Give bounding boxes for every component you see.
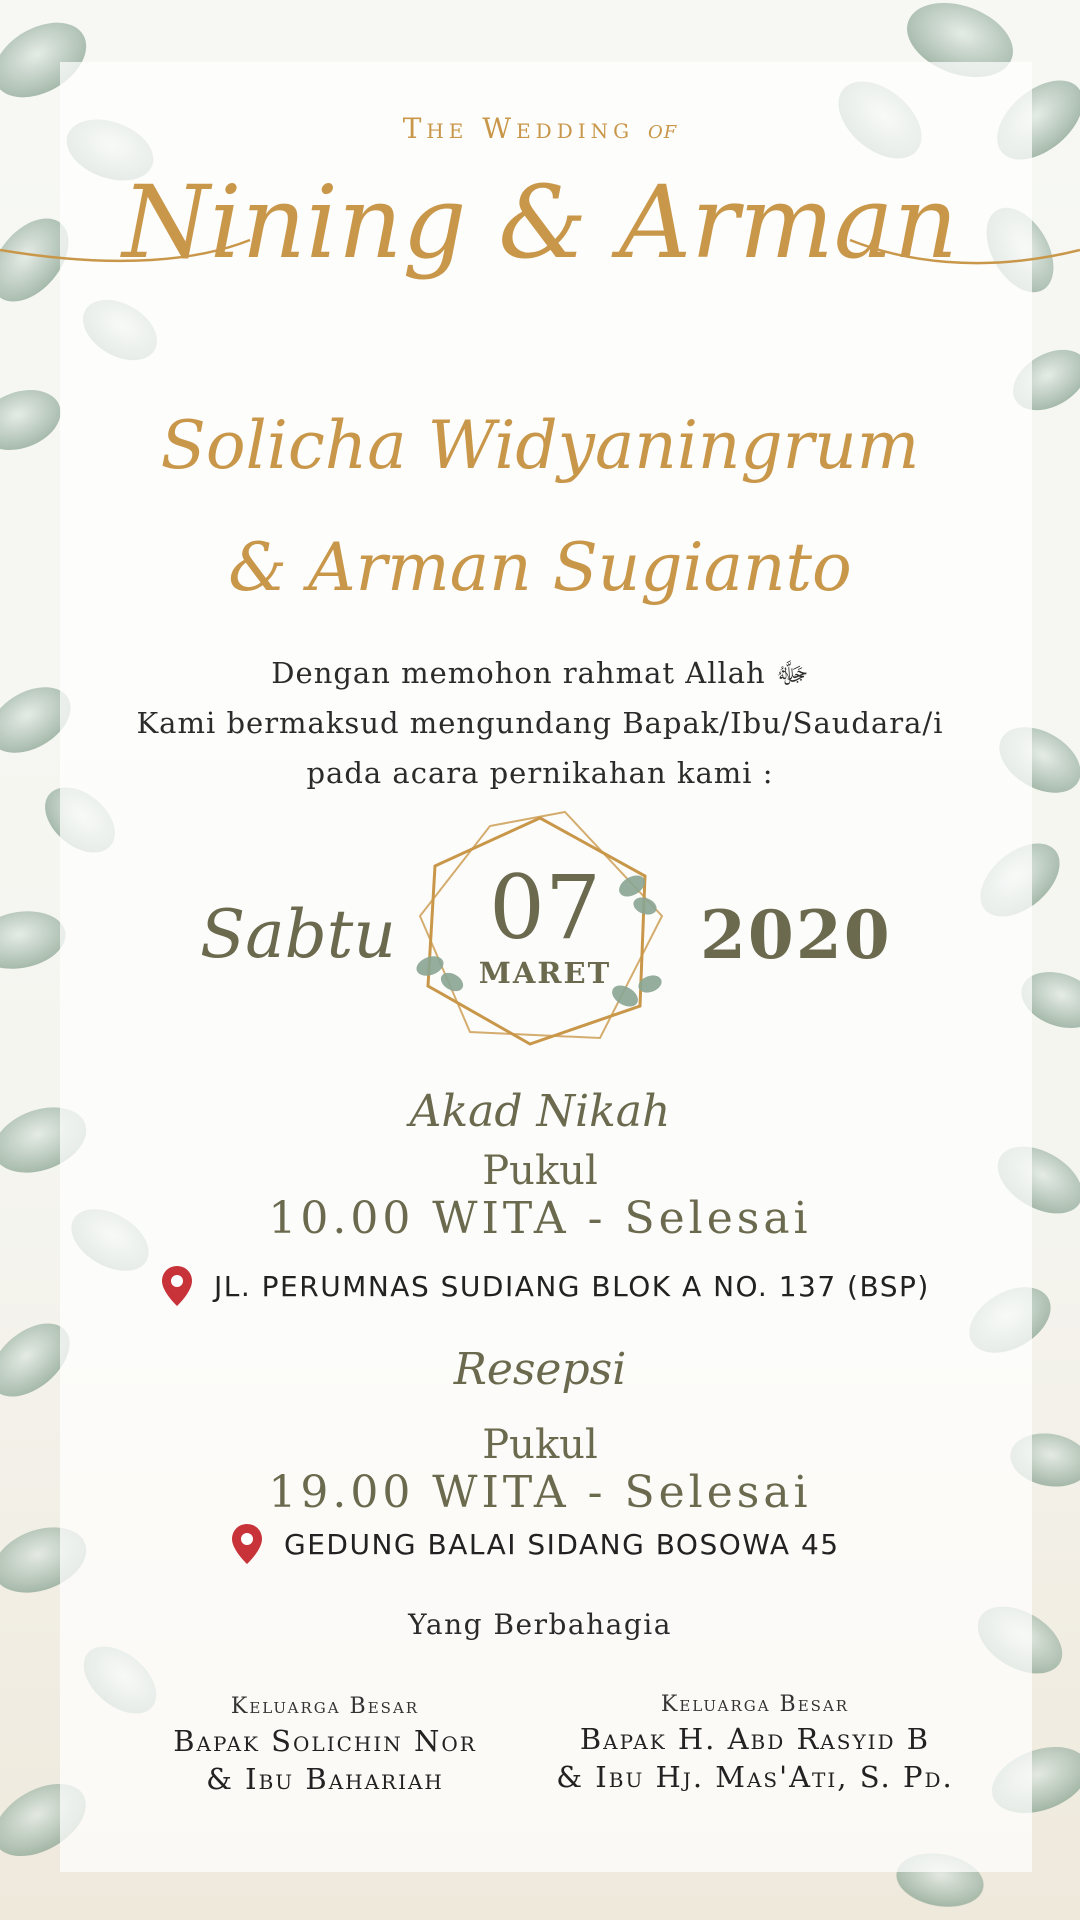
akad-title: Akad Nikah	[409, 1086, 671, 1137]
closing-text: Yang Berbahagia	[408, 1608, 672, 1641]
family-name-line1: Bapak Solichin Nor	[173, 1724, 477, 1758]
family-label: Keluarga Besar	[660, 1692, 850, 1717]
resepsi-time: 19.00 WITA - Selesai	[268, 1467, 812, 1518]
bride-full-name: Solicha Widyaningrum	[160, 407, 920, 484]
intro-line-2: Kami bermaksud mengundang Bapak/Ibu/Saudara/i	[136, 706, 944, 740]
date-day-number: 07	[489, 856, 601, 959]
akad-time: 10.00 WITA - Selesai	[268, 1193, 812, 1244]
family-name-line2: & Ibu Hj. Mas'Ati, S. Pd.	[556, 1760, 954, 1794]
map-pin-icon	[160, 1264, 194, 1308]
family-bride	[115, 1692, 535, 1798]
resepsi-location	[230, 1522, 840, 1566]
akad-pukul-label: Pukul	[482, 1148, 598, 1194]
intro-line-1: Dengan memohon rahmat Allah ﷻ	[271, 656, 809, 690]
groom-full-name: & Arman Sugianto	[228, 529, 852, 606]
map-pin-icon	[230, 1522, 264, 1566]
date-month: MARET	[478, 956, 612, 990]
year: 2020	[700, 896, 892, 974]
day-name: Sabtu	[200, 896, 396, 973]
family-groom	[545, 1690, 965, 1796]
intro-line-3: pada acara pernikahan kami :	[306, 756, 774, 790]
family-label: Keluarga Besar	[230, 1694, 420, 1719]
family-name-line1: Bapak H. Abd Rasyid B	[579, 1722, 931, 1756]
akad-location-text: JL. PERUMNAS SUDIANG BLOK A NO. 137 (BSP)	[214, 1269, 930, 1303]
resepsi-location-text: GEDUNG BALAI SIDANG BOSOWA 45	[284, 1527, 840, 1561]
family-name-line2: & Ibu Bahariah	[206, 1762, 444, 1796]
resepsi-title: Resepsi	[453, 1344, 627, 1395]
resepsi-pukul-label: Pukul	[482, 1422, 598, 1468]
wedding-of-heading: The Wedding of	[402, 112, 678, 145]
akad-location	[160, 1264, 930, 1308]
couple-short-names: Nining & Arman	[122, 164, 958, 281]
